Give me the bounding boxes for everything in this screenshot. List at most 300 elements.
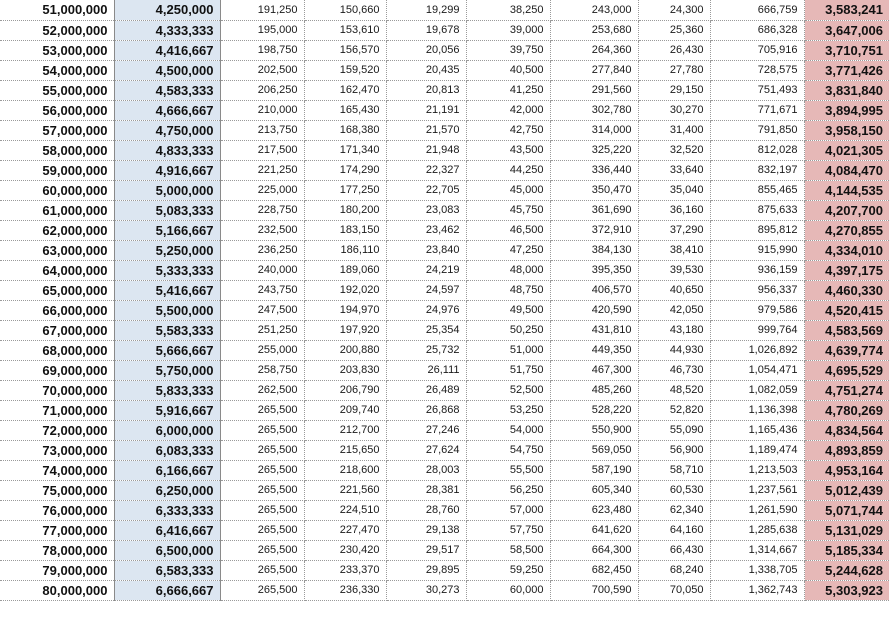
col6-cell[interactable]: 54,750 (466, 440, 550, 460)
amount-cell[interactable]: 56,000,000 (0, 100, 114, 120)
col6-cell[interactable]: 42,000 (466, 100, 550, 120)
col8-cell[interactable]: 55,090 (638, 420, 710, 440)
col6-cell[interactable]: 41,250 (466, 80, 550, 100)
col9-cell[interactable]: 1,189,474 (710, 440, 804, 460)
col3-cell[interactable]: 265,500 (220, 400, 304, 420)
col5-cell[interactable]: 25,732 (386, 340, 466, 360)
amount-cell[interactable]: 74,000,000 (0, 460, 114, 480)
col8-cell[interactable]: 33,640 (638, 160, 710, 180)
col7-cell[interactable]: 336,440 (550, 160, 638, 180)
col9-cell[interactable]: 1,261,590 (710, 500, 804, 520)
net-total-cell[interactable]: 4,780,269 (804, 400, 889, 420)
col9-cell[interactable]: 666,759 (710, 0, 804, 20)
col8-cell[interactable]: 64,160 (638, 520, 710, 540)
monthly-cell[interactable]: 6,500,000 (114, 540, 220, 560)
amount-cell[interactable]: 70,000,000 (0, 380, 114, 400)
col4-cell[interactable]: 177,250 (304, 180, 386, 200)
amount-cell[interactable]: 53,000,000 (0, 40, 114, 60)
col9-cell[interactable]: 771,671 (710, 100, 804, 120)
col6-cell[interactable]: 51,000 (466, 340, 550, 360)
monthly-cell[interactable]: 4,583,333 (114, 80, 220, 100)
col8-cell[interactable]: 44,930 (638, 340, 710, 360)
col4-cell[interactable]: 159,520 (304, 60, 386, 80)
net-total-cell[interactable]: 4,520,415 (804, 300, 889, 320)
col4-cell[interactable]: 233,370 (304, 560, 386, 580)
col9-cell[interactable]: 1,026,892 (710, 340, 804, 360)
amount-cell[interactable]: 72,000,000 (0, 420, 114, 440)
col7-cell[interactable]: 623,480 (550, 500, 638, 520)
col3-cell[interactable]: 225,000 (220, 180, 304, 200)
amount-cell[interactable]: 52,000,000 (0, 20, 114, 40)
col3-cell[interactable]: 232,500 (220, 220, 304, 240)
col8-cell[interactable]: 26,430 (638, 40, 710, 60)
col9-cell[interactable]: 832,197 (710, 160, 804, 180)
col4-cell[interactable]: 180,200 (304, 200, 386, 220)
col7-cell[interactable]: 431,810 (550, 320, 638, 340)
col6-cell[interactable]: 39,000 (466, 20, 550, 40)
col3-cell[interactable]: 265,500 (220, 540, 304, 560)
net-total-cell[interactable]: 3,583,241 (804, 0, 889, 20)
amount-cell[interactable]: 57,000,000 (0, 120, 114, 140)
col9-cell[interactable]: 1,213,503 (710, 460, 804, 480)
col8-cell[interactable]: 24,300 (638, 0, 710, 20)
col7-cell[interactable]: 253,680 (550, 20, 638, 40)
col7-cell[interactable]: 420,590 (550, 300, 638, 320)
monthly-cell[interactable]: 6,000,000 (114, 420, 220, 440)
col3-cell[interactable]: 221,250 (220, 160, 304, 180)
amount-cell[interactable]: 77,000,000 (0, 520, 114, 540)
col7-cell[interactable]: 485,260 (550, 380, 638, 400)
col8-cell[interactable]: 37,290 (638, 220, 710, 240)
monthly-cell[interactable]: 4,750,000 (114, 120, 220, 140)
col5-cell[interactable]: 24,219 (386, 260, 466, 280)
col6-cell[interactable]: 56,250 (466, 480, 550, 500)
col3-cell[interactable]: 265,500 (220, 580, 304, 600)
col6-cell[interactable]: 46,500 (466, 220, 550, 240)
amount-cell[interactable]: 51,000,000 (0, 0, 114, 20)
net-total-cell[interactable]: 3,771,426 (804, 60, 889, 80)
monthly-cell[interactable]: 5,833,333 (114, 380, 220, 400)
col8-cell[interactable]: 42,050 (638, 300, 710, 320)
col5-cell[interactable]: 28,003 (386, 460, 466, 480)
col4-cell[interactable]: 156,570 (304, 40, 386, 60)
col3-cell[interactable]: 195,000 (220, 20, 304, 40)
col9-cell[interactable]: 1,338,705 (710, 560, 804, 580)
col3-cell[interactable]: 210,000 (220, 100, 304, 120)
col7-cell[interactable]: 569,050 (550, 440, 638, 460)
col9-cell[interactable]: 1,314,667 (710, 540, 804, 560)
col3-cell[interactable]: 191,250 (220, 0, 304, 20)
col4-cell[interactable]: 236,330 (304, 580, 386, 600)
monthly-cell[interactable]: 5,583,333 (114, 320, 220, 340)
col3-cell[interactable]: 198,750 (220, 40, 304, 60)
col5-cell[interactable]: 21,570 (386, 120, 466, 140)
monthly-cell[interactable]: 6,250,000 (114, 480, 220, 500)
amount-cell[interactable]: 65,000,000 (0, 280, 114, 300)
monthly-cell[interactable]: 6,416,667 (114, 520, 220, 540)
amount-cell[interactable]: 79,000,000 (0, 560, 114, 580)
col5-cell[interactable]: 20,813 (386, 80, 466, 100)
col5-cell[interactable]: 24,597 (386, 280, 466, 300)
col3-cell[interactable]: 217,500 (220, 140, 304, 160)
col7-cell[interactable]: 325,220 (550, 140, 638, 160)
col4-cell[interactable]: 168,380 (304, 120, 386, 140)
col6-cell[interactable]: 47,250 (466, 240, 550, 260)
col3-cell[interactable]: 265,500 (220, 560, 304, 580)
col3-cell[interactable]: 213,750 (220, 120, 304, 140)
col9-cell[interactable]: 1,362,743 (710, 580, 804, 600)
col6-cell[interactable]: 57,000 (466, 500, 550, 520)
col7-cell[interactable]: 406,570 (550, 280, 638, 300)
net-total-cell[interactable]: 4,639,774 (804, 340, 889, 360)
col7-cell[interactable]: 641,620 (550, 520, 638, 540)
net-total-cell[interactable]: 4,021,305 (804, 140, 889, 160)
col6-cell[interactable]: 54,000 (466, 420, 550, 440)
monthly-cell[interactable]: 6,333,333 (114, 500, 220, 520)
col8-cell[interactable]: 39,530 (638, 260, 710, 280)
net-total-cell[interactable]: 5,244,628 (804, 560, 889, 580)
monthly-cell[interactable]: 4,416,667 (114, 40, 220, 60)
col3-cell[interactable]: 265,500 (220, 420, 304, 440)
monthly-cell[interactable]: 5,250,000 (114, 240, 220, 260)
amount-cell[interactable]: 58,000,000 (0, 140, 114, 160)
net-total-cell[interactable]: 4,397,175 (804, 260, 889, 280)
col4-cell[interactable]: 206,790 (304, 380, 386, 400)
col3-cell[interactable]: 236,250 (220, 240, 304, 260)
col4-cell[interactable]: 221,560 (304, 480, 386, 500)
monthly-cell[interactable]: 5,500,000 (114, 300, 220, 320)
col7-cell[interactable]: 550,900 (550, 420, 638, 440)
monthly-cell[interactable]: 6,166,667 (114, 460, 220, 480)
col7-cell[interactable]: 682,450 (550, 560, 638, 580)
col5-cell[interactable]: 19,678 (386, 20, 466, 40)
col4-cell[interactable]: 171,340 (304, 140, 386, 160)
col4-cell[interactable]: 189,060 (304, 260, 386, 280)
net-total-cell[interactable]: 4,583,569 (804, 320, 889, 340)
col4-cell[interactable]: 197,920 (304, 320, 386, 340)
col3-cell[interactable]: 240,000 (220, 260, 304, 280)
col7-cell[interactable]: 449,350 (550, 340, 638, 360)
col3-cell[interactable]: 265,500 (220, 440, 304, 460)
col6-cell[interactable]: 50,250 (466, 320, 550, 340)
col3-cell[interactable]: 247,500 (220, 300, 304, 320)
col5-cell[interactable]: 26,868 (386, 400, 466, 420)
col9-cell[interactable]: 956,337 (710, 280, 804, 300)
col4-cell[interactable]: 215,650 (304, 440, 386, 460)
col4-cell[interactable]: 183,150 (304, 220, 386, 240)
col9-cell[interactable]: 705,916 (710, 40, 804, 60)
col4-cell[interactable]: 230,420 (304, 540, 386, 560)
amount-cell[interactable]: 55,000,000 (0, 80, 114, 100)
col8-cell[interactable]: 25,360 (638, 20, 710, 40)
col9-cell[interactable]: 812,028 (710, 140, 804, 160)
col8-cell[interactable]: 48,520 (638, 380, 710, 400)
col5-cell[interactable]: 20,056 (386, 40, 466, 60)
col6-cell[interactable]: 59,250 (466, 560, 550, 580)
col4-cell[interactable]: 212,700 (304, 420, 386, 440)
monthly-cell[interactable]: 4,916,667 (114, 160, 220, 180)
amount-cell[interactable]: 75,000,000 (0, 480, 114, 500)
col6-cell[interactable]: 42,750 (466, 120, 550, 140)
col3-cell[interactable]: 206,250 (220, 80, 304, 100)
col5-cell[interactable]: 19,299 (386, 0, 466, 20)
col8-cell[interactable]: 35,040 (638, 180, 710, 200)
col8-cell[interactable]: 58,710 (638, 460, 710, 480)
col3-cell[interactable]: 258,750 (220, 360, 304, 380)
net-total-cell[interactable]: 4,953,164 (804, 460, 889, 480)
monthly-cell[interactable]: 4,250,000 (114, 0, 220, 20)
col6-cell[interactable]: 48,750 (466, 280, 550, 300)
col5-cell[interactable]: 24,976 (386, 300, 466, 320)
net-total-cell[interactable]: 4,893,859 (804, 440, 889, 460)
net-total-cell[interactable]: 4,751,274 (804, 380, 889, 400)
col8-cell[interactable]: 56,900 (638, 440, 710, 460)
col9-cell[interactable]: 686,328 (710, 20, 804, 40)
col4-cell[interactable]: 200,880 (304, 340, 386, 360)
monthly-cell[interactable]: 5,750,000 (114, 360, 220, 380)
amount-cell[interactable]: 54,000,000 (0, 60, 114, 80)
col7-cell[interactable]: 264,360 (550, 40, 638, 60)
col9-cell[interactable]: 1,165,436 (710, 420, 804, 440)
net-total-cell[interactable]: 5,185,334 (804, 540, 889, 560)
amount-cell[interactable]: 76,000,000 (0, 500, 114, 520)
col9-cell[interactable]: 728,575 (710, 60, 804, 80)
amount-cell[interactable]: 59,000,000 (0, 160, 114, 180)
col5-cell[interactable]: 23,083 (386, 200, 466, 220)
net-total-cell[interactable]: 5,303,923 (804, 580, 889, 600)
col7-cell[interactable]: 277,840 (550, 60, 638, 80)
net-total-cell[interactable]: 4,270,855 (804, 220, 889, 240)
col3-cell[interactable]: 255,000 (220, 340, 304, 360)
col8-cell[interactable]: 29,150 (638, 80, 710, 100)
col3-cell[interactable]: 265,500 (220, 480, 304, 500)
amount-cell[interactable]: 78,000,000 (0, 540, 114, 560)
col7-cell[interactable]: 372,910 (550, 220, 638, 240)
amount-cell[interactable]: 66,000,000 (0, 300, 114, 320)
col4-cell[interactable]: 194,970 (304, 300, 386, 320)
col6-cell[interactable]: 45,750 (466, 200, 550, 220)
col6-cell[interactable]: 44,250 (466, 160, 550, 180)
col3-cell[interactable]: 265,500 (220, 460, 304, 480)
col7-cell[interactable]: 528,220 (550, 400, 638, 420)
col6-cell[interactable]: 49,500 (466, 300, 550, 320)
col9-cell[interactable]: 875,633 (710, 200, 804, 220)
col8-cell[interactable]: 60,530 (638, 480, 710, 500)
col5-cell[interactable]: 26,489 (386, 380, 466, 400)
col9-cell[interactable]: 1,082,059 (710, 380, 804, 400)
monthly-cell[interactable]: 5,083,333 (114, 200, 220, 220)
col7-cell[interactable]: 314,000 (550, 120, 638, 140)
col8-cell[interactable]: 27,780 (638, 60, 710, 80)
col5-cell[interactable]: 29,517 (386, 540, 466, 560)
monthly-cell[interactable]: 4,833,333 (114, 140, 220, 160)
col7-cell[interactable]: 587,190 (550, 460, 638, 480)
net-total-cell[interactable]: 3,894,995 (804, 100, 889, 120)
col8-cell[interactable]: 31,400 (638, 120, 710, 140)
col6-cell[interactable]: 38,250 (466, 0, 550, 20)
net-total-cell[interactable]: 5,012,439 (804, 480, 889, 500)
col4-cell[interactable]: 150,660 (304, 0, 386, 20)
net-total-cell[interactable]: 4,144,535 (804, 180, 889, 200)
col8-cell[interactable]: 40,650 (638, 280, 710, 300)
col5-cell[interactable]: 28,381 (386, 480, 466, 500)
col6-cell[interactable]: 40,500 (466, 60, 550, 80)
col5-cell[interactable]: 30,273 (386, 580, 466, 600)
col7-cell[interactable]: 384,130 (550, 240, 638, 260)
col6-cell[interactable]: 57,750 (466, 520, 550, 540)
col3-cell[interactable]: 228,750 (220, 200, 304, 220)
amount-cell[interactable]: 80,000,000 (0, 580, 114, 600)
col5-cell[interactable]: 22,327 (386, 160, 466, 180)
col5-cell[interactable]: 21,191 (386, 100, 466, 120)
col8-cell[interactable]: 30,270 (638, 100, 710, 120)
col8-cell[interactable]: 38,410 (638, 240, 710, 260)
net-total-cell[interactable]: 3,958,150 (804, 120, 889, 140)
col4-cell[interactable]: 227,470 (304, 520, 386, 540)
monthly-cell[interactable]: 5,333,333 (114, 260, 220, 280)
col6-cell[interactable]: 53,250 (466, 400, 550, 420)
col5-cell[interactable]: 26,111 (386, 360, 466, 380)
col3-cell[interactable]: 251,250 (220, 320, 304, 340)
monthly-cell[interactable]: 4,500,000 (114, 60, 220, 80)
col9-cell[interactable]: 791,850 (710, 120, 804, 140)
col7-cell[interactable]: 302,780 (550, 100, 638, 120)
amount-cell[interactable]: 62,000,000 (0, 220, 114, 240)
col9-cell[interactable]: 1,237,561 (710, 480, 804, 500)
col6-cell[interactable]: 51,750 (466, 360, 550, 380)
net-total-cell[interactable]: 4,084,470 (804, 160, 889, 180)
monthly-cell[interactable]: 4,333,333 (114, 20, 220, 40)
col5-cell[interactable]: 21,948 (386, 140, 466, 160)
amount-cell[interactable]: 68,000,000 (0, 340, 114, 360)
net-total-cell[interactable]: 3,710,751 (804, 40, 889, 60)
amount-cell[interactable]: 60,000,000 (0, 180, 114, 200)
col4-cell[interactable]: 209,740 (304, 400, 386, 420)
col5-cell[interactable]: 28,760 (386, 500, 466, 520)
monthly-cell[interactable]: 5,166,667 (114, 220, 220, 240)
col7-cell[interactable]: 361,690 (550, 200, 638, 220)
col6-cell[interactable]: 39,750 (466, 40, 550, 60)
col4-cell[interactable]: 203,830 (304, 360, 386, 380)
col9-cell[interactable]: 979,586 (710, 300, 804, 320)
col7-cell[interactable]: 291,560 (550, 80, 638, 100)
col7-cell[interactable]: 243,000 (550, 0, 638, 20)
net-total-cell[interactable]: 5,071,744 (804, 500, 889, 520)
col7-cell[interactable]: 467,300 (550, 360, 638, 380)
col8-cell[interactable]: 68,240 (638, 560, 710, 580)
amount-cell[interactable]: 64,000,000 (0, 260, 114, 280)
col6-cell[interactable]: 55,500 (466, 460, 550, 480)
monthly-cell[interactable]: 6,666,667 (114, 580, 220, 600)
col5-cell[interactable]: 23,462 (386, 220, 466, 240)
monthly-cell[interactable]: 5,916,667 (114, 400, 220, 420)
col4-cell[interactable]: 165,430 (304, 100, 386, 120)
col3-cell[interactable]: 265,500 (220, 520, 304, 540)
col7-cell[interactable]: 395,350 (550, 260, 638, 280)
monthly-cell[interactable]: 6,583,333 (114, 560, 220, 580)
col9-cell[interactable]: 936,159 (710, 260, 804, 280)
col3-cell[interactable]: 202,500 (220, 60, 304, 80)
col9-cell[interactable]: 1,136,398 (710, 400, 804, 420)
col6-cell[interactable]: 52,500 (466, 380, 550, 400)
col6-cell[interactable]: 60,000 (466, 580, 550, 600)
col9-cell[interactable]: 1,054,471 (710, 360, 804, 380)
net-total-cell[interactable]: 4,460,330 (804, 280, 889, 300)
col8-cell[interactable]: 32,520 (638, 140, 710, 160)
col8-cell[interactable]: 36,160 (638, 200, 710, 220)
col6-cell[interactable]: 45,000 (466, 180, 550, 200)
col4-cell[interactable]: 218,600 (304, 460, 386, 480)
monthly-cell[interactable]: 5,666,667 (114, 340, 220, 360)
col5-cell[interactable]: 23,840 (386, 240, 466, 260)
col9-cell[interactable]: 751,493 (710, 80, 804, 100)
amount-cell[interactable]: 67,000,000 (0, 320, 114, 340)
monthly-cell[interactable]: 5,416,667 (114, 280, 220, 300)
monthly-cell[interactable]: 5,000,000 (114, 180, 220, 200)
col4-cell[interactable]: 192,020 (304, 280, 386, 300)
col4-cell[interactable]: 186,110 (304, 240, 386, 260)
col7-cell[interactable]: 700,590 (550, 580, 638, 600)
col3-cell[interactable]: 243,750 (220, 280, 304, 300)
net-total-cell[interactable]: 4,834,564 (804, 420, 889, 440)
col8-cell[interactable]: 66,430 (638, 540, 710, 560)
amount-cell[interactable]: 63,000,000 (0, 240, 114, 260)
col6-cell[interactable]: 48,000 (466, 260, 550, 280)
net-total-cell[interactable]: 3,647,006 (804, 20, 889, 40)
col9-cell[interactable]: 999,764 (710, 320, 804, 340)
col5-cell[interactable]: 25,354 (386, 320, 466, 340)
col8-cell[interactable]: 46,730 (638, 360, 710, 380)
net-total-cell[interactable]: 5,131,029 (804, 520, 889, 540)
col5-cell[interactable]: 29,895 (386, 560, 466, 580)
amount-cell[interactable]: 69,000,000 (0, 360, 114, 380)
col7-cell[interactable]: 605,340 (550, 480, 638, 500)
net-total-cell[interactable]: 4,695,529 (804, 360, 889, 380)
col6-cell[interactable]: 43,500 (466, 140, 550, 160)
col4-cell[interactable]: 153,610 (304, 20, 386, 40)
col3-cell[interactable]: 262,500 (220, 380, 304, 400)
col8-cell[interactable]: 52,820 (638, 400, 710, 420)
col5-cell[interactable]: 27,246 (386, 420, 466, 440)
col5-cell[interactable]: 29,138 (386, 520, 466, 540)
col4-cell[interactable]: 224,510 (304, 500, 386, 520)
col9-cell[interactable]: 1,285,638 (710, 520, 804, 540)
monthly-cell[interactable]: 6,083,333 (114, 440, 220, 460)
net-total-cell[interactable]: 3,831,840 (804, 80, 889, 100)
col3-cell[interactable]: 265,500 (220, 500, 304, 520)
col4-cell[interactable]: 174,290 (304, 160, 386, 180)
col8-cell[interactable]: 70,050 (638, 580, 710, 600)
amount-cell[interactable]: 73,000,000 (0, 440, 114, 460)
amount-cell[interactable]: 61,000,000 (0, 200, 114, 220)
col5-cell[interactable]: 27,624 (386, 440, 466, 460)
col9-cell[interactable]: 915,990 (710, 240, 804, 260)
net-total-cell[interactable]: 4,334,010 (804, 240, 889, 260)
col7-cell[interactable]: 350,470 (550, 180, 638, 200)
monthly-cell[interactable]: 4,666,667 (114, 100, 220, 120)
col5-cell[interactable]: 22,705 (386, 180, 466, 200)
net-total-cell[interactable]: 4,207,700 (804, 200, 889, 220)
col4-cell[interactable]: 162,470 (304, 80, 386, 100)
col9-cell[interactable]: 895,812 (710, 220, 804, 240)
col7-cell[interactable]: 664,300 (550, 540, 638, 560)
col6-cell[interactable]: 58,500 (466, 540, 550, 560)
col5-cell[interactable]: 20,435 (386, 60, 466, 80)
col8-cell[interactable]: 43,180 (638, 320, 710, 340)
col9-cell[interactable]: 855,465 (710, 180, 804, 200)
amount-cell[interactable]: 71,000,000 (0, 400, 114, 420)
col8-cell[interactable]: 62,340 (638, 500, 710, 520)
